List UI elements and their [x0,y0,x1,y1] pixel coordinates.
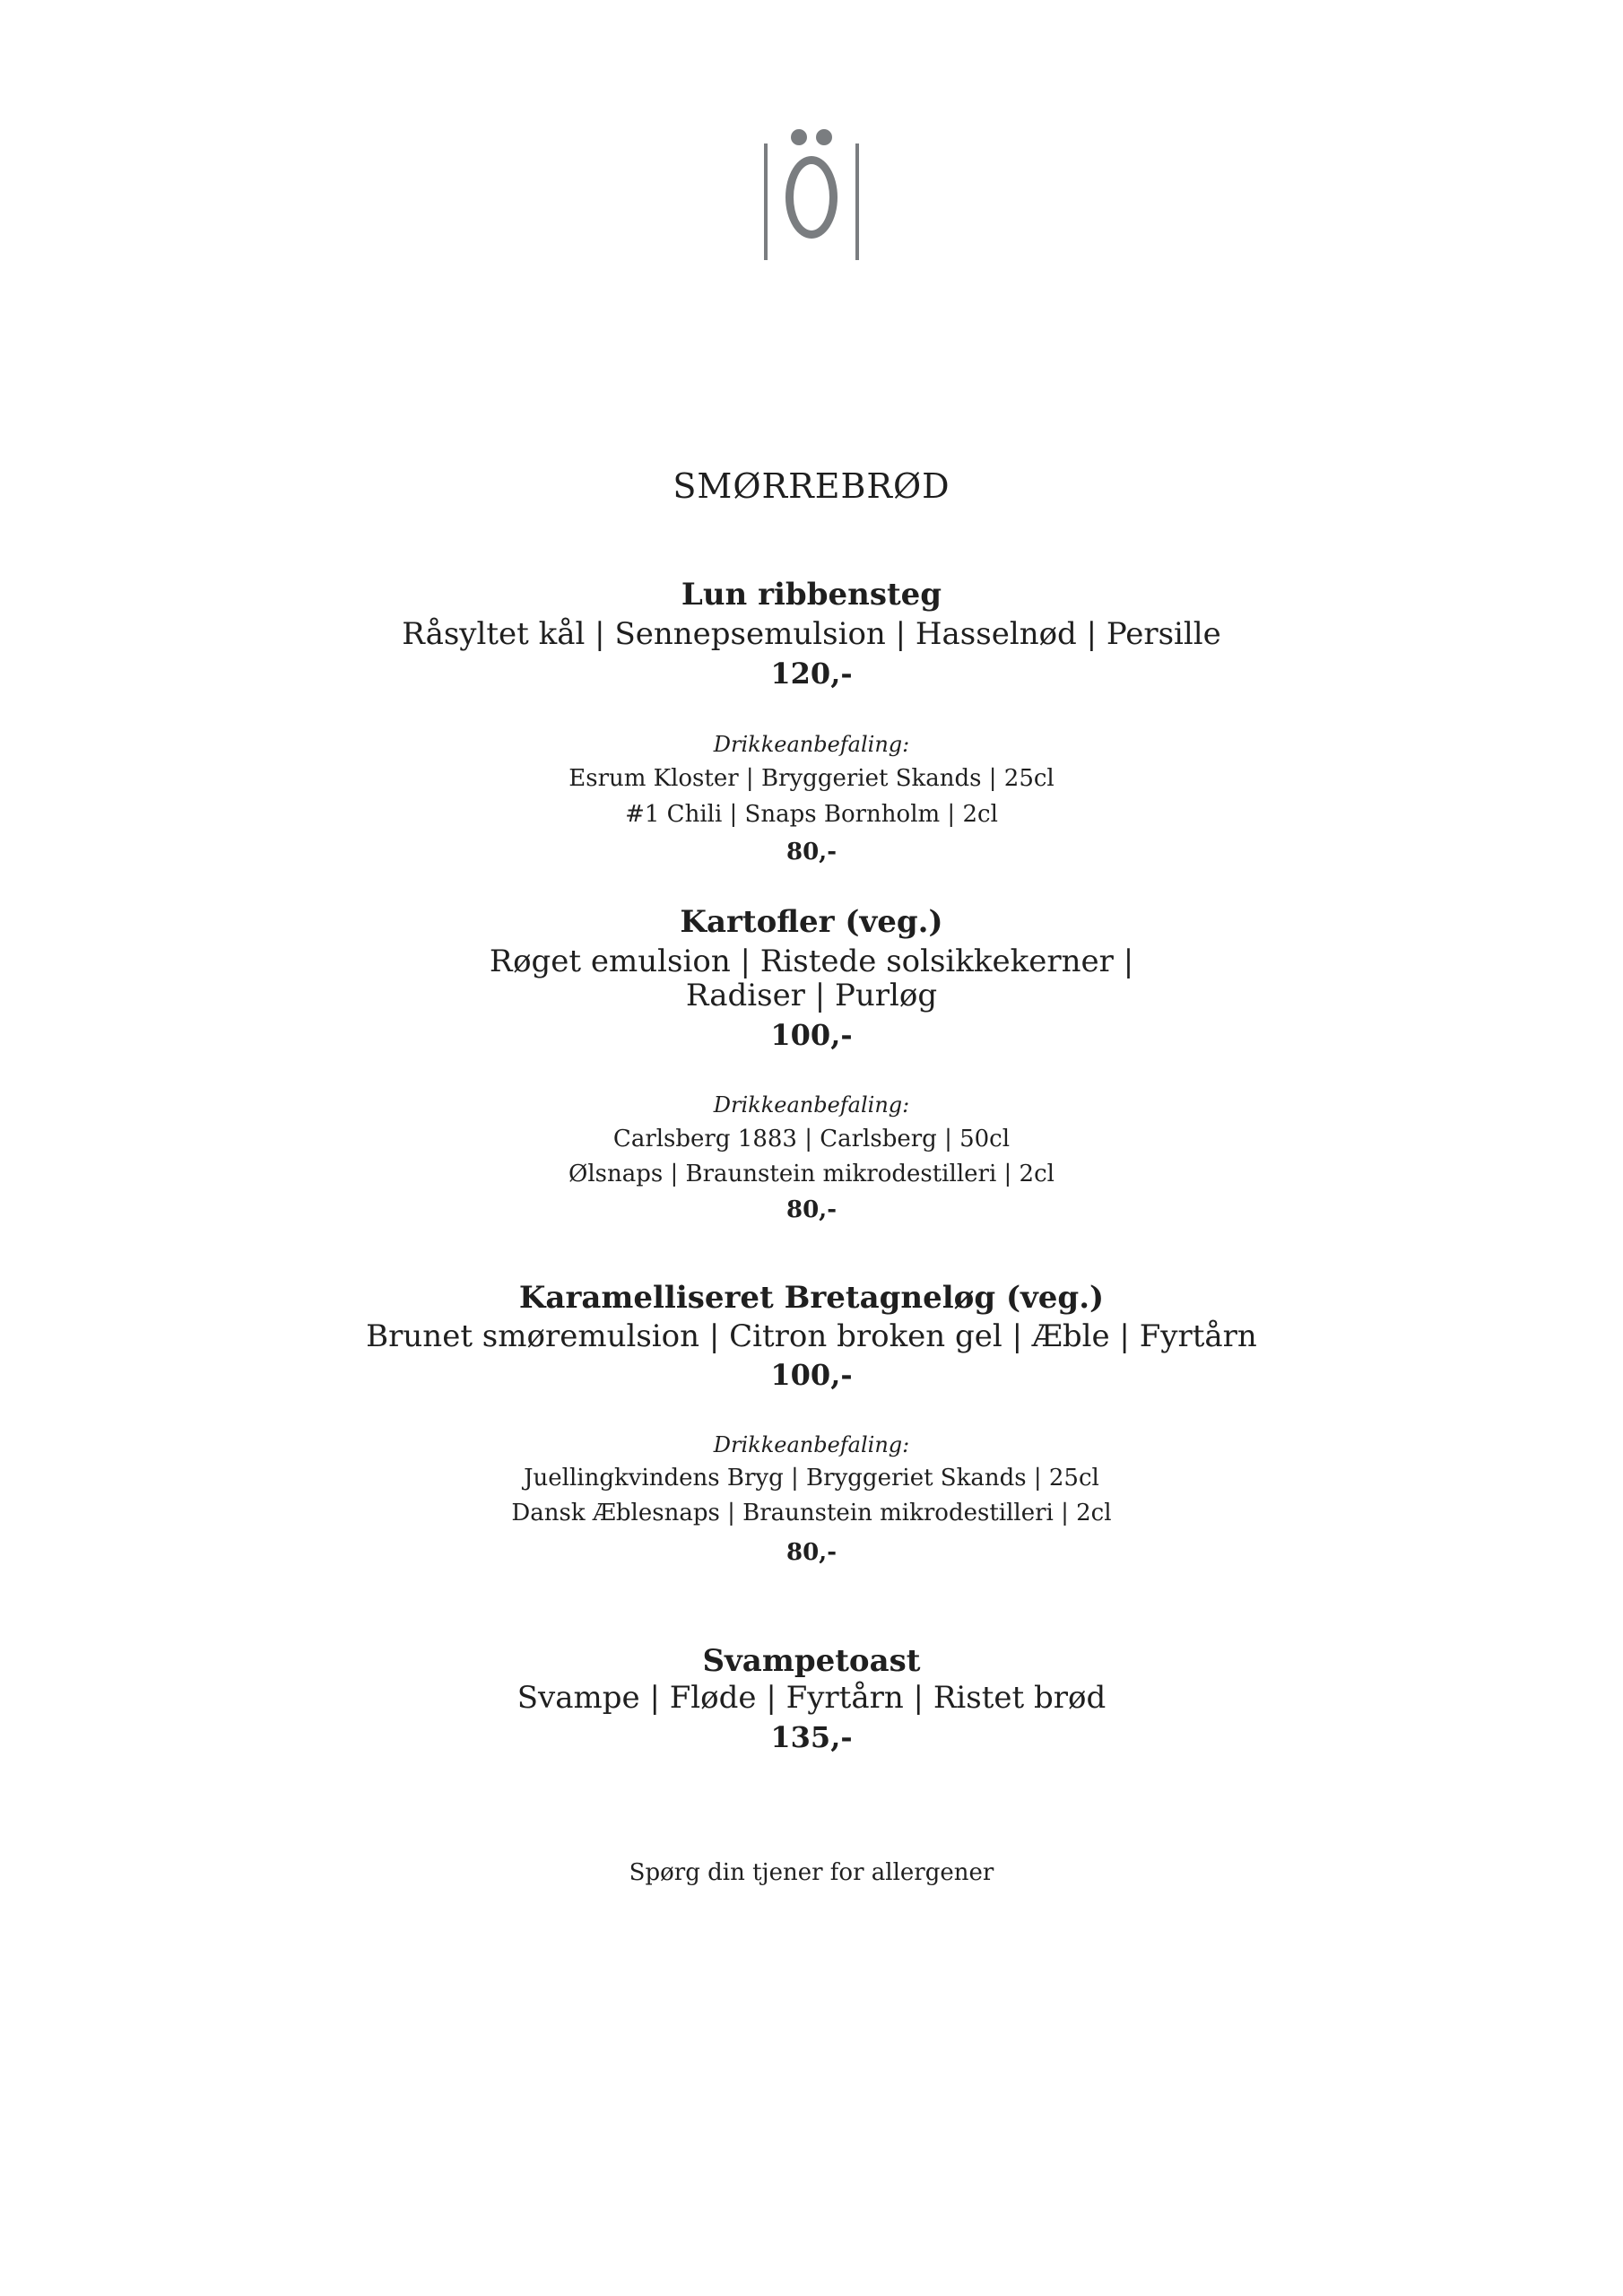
logo-right-bar [855,144,859,260]
drink-item: Ølsnaps | Braunstein mikrodestilleri | 2cl [568,1161,1055,1187]
dish-description: Svampe | Fløde | Fyrtårn | Ristet brød [516,1680,1107,1716]
dish-price: 100,- [770,1018,853,1052]
allergen-note: Spørg din tjener for allergener [629,1859,994,1886]
dish-price: 120,- [770,657,853,691]
logo-left-dot [791,129,807,145]
drink-recommendation-label: Drikkeanbefaling: [713,1432,910,1457]
drink-price: 80,- [785,839,838,865]
logo-o-letter [785,156,838,239]
drink-recommendation-label: Drikkeanbefaling: [713,1092,910,1118]
logo-left-bar [764,144,768,260]
drink-price: 80,- [785,1196,838,1223]
menu-title: SMØRREBRØD [673,466,950,506]
dish-description: Råsyltet kål | Sennepsemulsion | Hasselnød | Persille [402,616,1221,652]
dish-description: Røget emulsion | Ristede solsikkekerner | [489,944,1134,979]
dish-price: 100,- [770,1358,853,1392]
logo-right-dot [816,129,832,145]
dish-price: 135,- [770,1720,853,1754]
drink-price: 80,- [785,1539,838,1566]
dish-name: Karamelliseret Bretagneløg (veg.) [518,1280,1105,1316]
dish-description: Radiser | Purløg [685,978,938,1013]
dish-name: Lun ribbensteg [681,577,942,613]
restaurant-logo [753,126,870,260]
dish-name: Kartofler (veg.) [680,904,943,940]
dish-name: Svampetoast [702,1643,921,1679]
drink-item: Esrum Kloster | Bryggeriet Skands | 25cl [568,765,1055,792]
drink-item: Juellingkvindens Bryg | Bryggeriet Skands | 25cl [524,1465,1099,1492]
drink-item: Carlsberg 1883 | Carlsberg | 50cl [612,1126,1011,1152]
dish-description: Brunet smøremulsion | Citron broken gel | Æble | Fyrtårn [366,1318,1257,1354]
drink-recommendation-label: Drikkeanbefaling: [713,732,910,757]
drink-item: Dansk Æblesnaps | Braunstein mikrodestilleri | 2cl [511,1500,1112,1526]
drink-item: #1 Chili | Snaps Bornholm | 2cl [625,801,998,828]
